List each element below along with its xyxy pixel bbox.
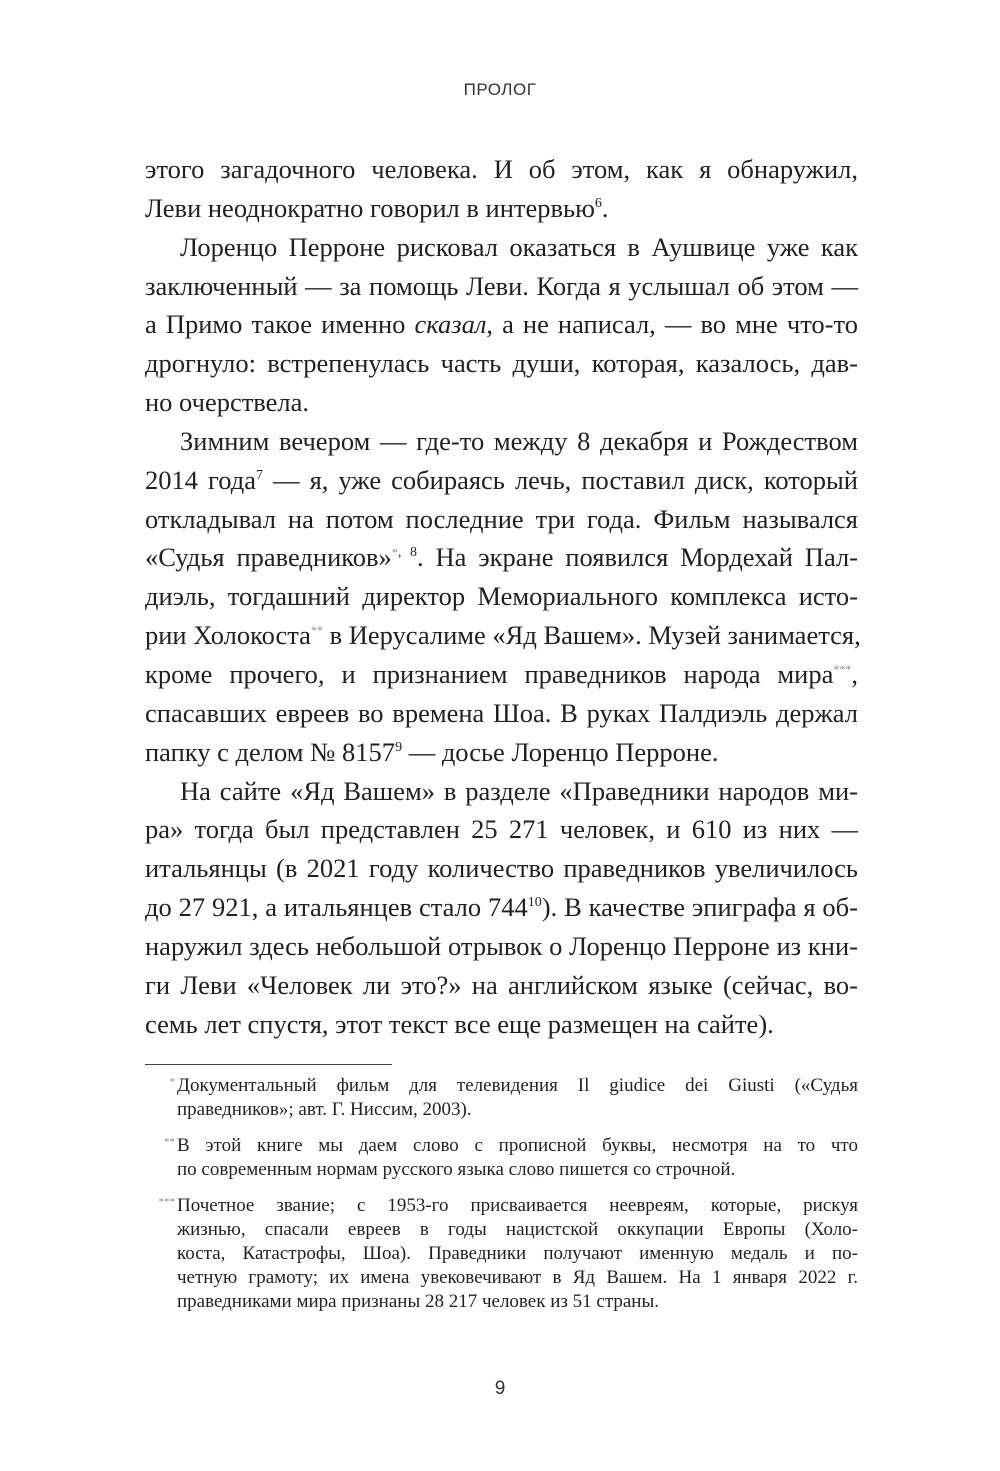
text-line	[145, 733, 858, 772]
text-segment: до 27 921, а итальянцев стало 744	[145, 892, 528, 923]
text-segment: в Иерусалиме «Яд Вашем». Музей занимается,	[322, 620, 861, 651]
text-line	[145, 616, 861, 655]
text-segment: ра» тогда был представлен 25 271 человек, и 610 из них —	[145, 814, 858, 845]
text-line	[145, 655, 858, 694]
footnote-divider	[145, 1064, 392, 1065]
body-text	[145, 150, 861, 1043]
text-segment: заключенный — за помощь Леви. Когда я услышал об этом —	[145, 270, 858, 301]
endnote-reference: 6	[594, 196, 602, 212]
text-segment: . На экране появился Мордехай Пал-	[417, 542, 858, 573]
text-segment: ,	[851, 658, 858, 689]
text-segment: но очерствела.	[145, 387, 310, 418]
footnote-line: праведниками мира признаны 28 217 человек из 51 страны.	[177, 1291, 659, 1312]
text-segment: — я, уже собираясь лечь, поставил диск, который	[263, 464, 858, 495]
footnote-marker: **	[310, 623, 323, 638]
italic-text: сказал	[414, 309, 487, 340]
text-segment: кроме прочего, и признанием праведников народа мира	[145, 658, 834, 689]
text-segment: «Судья праведников»	[145, 542, 392, 573]
footnotes	[145, 1074, 858, 1326]
text-segment: — досье Лоренцо Перроне.	[402, 736, 719, 767]
text-segment: итальянцы (в 2021 году количество праведников увеличилось	[145, 853, 858, 884]
text-segment: ги Леви «Человек ли это?» на английском языке (сейчас, во-	[145, 969, 858, 1000]
text-line	[145, 305, 858, 344]
text-segment: На сайте «Яд Вашем» в разделе «Праведники народов ми-	[180, 775, 858, 806]
text-segment: Леви неоднократно говорил в интервью	[145, 192, 595, 223]
running-header: ПРОЛОГ	[463, 80, 537, 99]
text-line	[145, 772, 858, 811]
text-line	[145, 694, 858, 733]
endnote-reference: , 8	[397, 545, 418, 561]
text-line	[145, 383, 858, 422]
footnote-line: по современным нормам русского языка слово пишется со строчной.	[177, 1159, 736, 1180]
text-segment: Зимним вечером — где-то между 8 декабря и Рождеством	[180, 425, 858, 456]
text-segment: этого загадочного человека. И об этом, как я обнаружил,	[145, 154, 858, 184]
text-segment: диэль, тогдашний директор Мемориального комплекса исто-	[145, 581, 858, 612]
text-line	[145, 577, 858, 616]
footnote	[145, 1074, 858, 1122]
text-line	[145, 344, 858, 383]
text-line	[145, 267, 858, 306]
text-segment: семь лет спустя, этот текст все еще размещен на сайте).	[145, 1008, 774, 1039]
text-line	[145, 500, 858, 539]
endnote-reference: 10	[527, 895, 542, 911]
text-line	[145, 849, 858, 888]
text-segment: , а не написал, — во мне что-то	[486, 309, 858, 340]
footnote-marker: *	[391, 545, 398, 560]
text-line	[145, 228, 858, 267]
endnote-reference: 9	[395, 739, 403, 755]
footnote-line: коста, Катастрофы, Шоа). Праведники получают именную медаль и по-	[177, 1243, 858, 1264]
footnote-line: праведников»; авт. Г. Ниссим, 2003).	[177, 1099, 472, 1120]
footnote-marker: ***	[158, 1196, 175, 1208]
footnote-marker: **	[164, 1136, 175, 1148]
text-segment: папку с делом № 8157	[145, 736, 396, 767]
text-segment: ). В качестве эпиграфа я об-	[541, 892, 858, 923]
footnote	[145, 1134, 858, 1182]
text-line	[145, 422, 858, 461]
text-segment: дрогнуло: встрепенулась часть души, которая, казалось, дав-	[145, 348, 858, 379]
text-segment: 2014 года	[145, 464, 256, 495]
text-segment: а Примо такое именно	[145, 309, 415, 340]
text-line	[145, 461, 858, 500]
page-number: 9	[494, 1378, 506, 1399]
footnote-line: жизнью, спасали евреев в годы нацистской оккупации Европы (Холо-	[177, 1219, 858, 1240]
text-line	[145, 538, 858, 577]
footnote-line: четную грамоту; их имена увековечивают в Яд Вашем. На 1 января 2022 г.	[177, 1267, 858, 1288]
text-line	[145, 810, 858, 849]
text-segment: .	[601, 192, 609, 223]
endnote-reference: 7	[256, 467, 263, 483]
text-line	[145, 150, 858, 189]
text-segment: наружил здесь небольшой отрывок о Лоренцо Перроне из кни-	[145, 930, 858, 961]
text-segment: откладывал на потом последние три года. Фильм назывался	[145, 503, 858, 534]
text-line	[145, 966, 858, 1005]
footnote-line: В этой книге мы даем слово с прописной буквы, несмотря на то что	[177, 1135, 858, 1156]
text-line	[145, 888, 858, 927]
text-line	[145, 927, 858, 966]
footnote-marker: ***	[833, 662, 852, 677]
footnote-line: Документальный фильм для телевидения Il giudice dei Giusti («Судья	[177, 1075, 858, 1096]
text-line	[145, 1005, 858, 1044]
text-line	[145, 189, 858, 228]
footnote	[145, 1194, 858, 1314]
text-segment: рии Холокоста	[145, 620, 311, 651]
text-segment: спасавших евреев во времена Шоа. В руках Палдиэль держал	[145, 697, 858, 728]
text-segment: Лоренцо Перроне рисковал оказаться в Аушвице уже как	[180, 231, 858, 262]
footnote-marker: *	[169, 1076, 175, 1088]
footnote-line: Почетное звание; с 1953-го присваивается неевреям, которые, рискуя	[177, 1195, 858, 1216]
